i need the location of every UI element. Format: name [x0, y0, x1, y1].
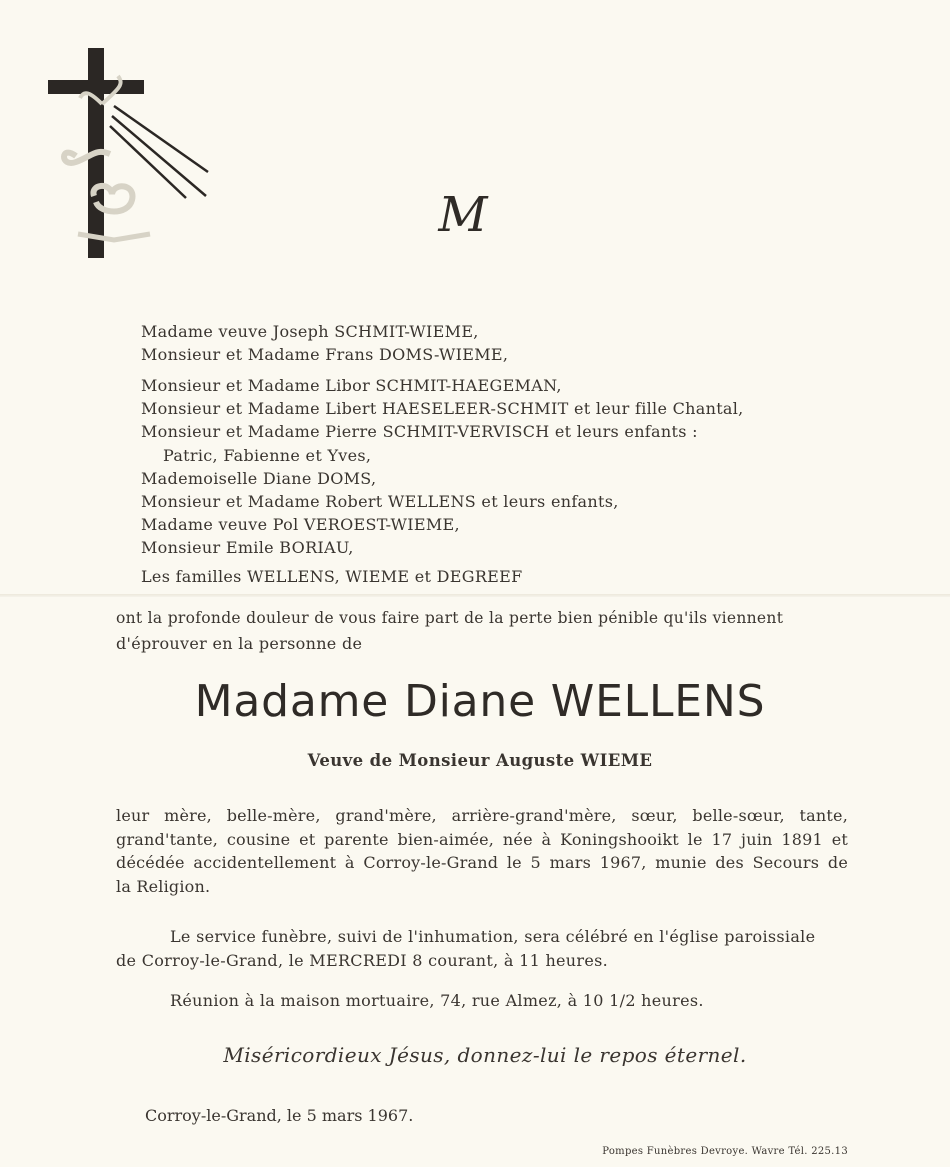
- monogram-letter: M: [438, 187, 488, 243]
- paper-fold: [0, 594, 950, 597]
- family-line: Madame veuve Pol VEROEST-WIEME,: [141, 515, 460, 534]
- family-line: Monsieur et Madame Robert WELLENS et leurs enfants,: [141, 492, 619, 511]
- biography-line: la Religion.: [116, 876, 211, 896]
- biography-line: décédée accidentellement à Corroy-le-Grand le 5 mars 1967, munie des Secours de: [116, 853, 848, 872]
- prayer-line: Miséricordieux Jésus, donnez-lui le repos éternel.: [223, 1043, 747, 1067]
- biography-line: grand'tante, cousine et parente bien-aimée, née à Koningshooikt le 17 juin 1891 et: [116, 829, 848, 849]
- meeting-line: Réunion à la maison mortuaire, 74, rue Almez, à 10 1/2 heures.: [170, 991, 704, 1010]
- family-line: Monsieur et Madame Pierre SCHMIT-VERVISCH et leurs enfants :: [141, 422, 698, 441]
- deceased-subtitle: Veuve de Monsieur Auguste WIEME: [307, 751, 653, 770]
- family-line: Monsieur et Madame Libor SCHMIT-HAEGEMAN,: [141, 376, 562, 395]
- family-line: Monsieur Emile BORIAU,: [141, 538, 354, 557]
- printer-credit: Pompes Funèbres Devroye. Wavre Tél. 225.13: [602, 1146, 848, 1157]
- service-line: de Corroy-le-Grand, le MERCREDI 8 courant, à 11 heures.: [116, 951, 609, 970]
- deceased-name: Madame Diane WELLENS: [194, 676, 766, 727]
- announcement-line: ont la profonde douleur de vous faire part de la perte bien pénible qu'ils viennent: [116, 609, 784, 627]
- family-line: Monsieur et Madame Libert HAESELEER-SCHMIT et leur fille Chantal,: [141, 399, 744, 418]
- family-line: Les familles WELLENS, WIEME et DEGREEF: [141, 567, 523, 586]
- cross-with-alpha-omega-icon: [40, 44, 220, 264]
- biography-paragraph: [116, 804, 848, 898]
- family-line: Mademoiselle Diane DOMS,: [141, 469, 377, 488]
- family-line: Patric, Fabienne et Yves,: [163, 446, 372, 465]
- family-line: Monsieur et Madame Frans DOMS-WIEME,: [141, 345, 509, 364]
- biography-line: leur mère, belle-mère, grand'mère, arrière-grand'mère, sœur, belle-sœur, tante,: [116, 806, 848, 825]
- announcement-line: d'éprouver en la personne de: [116, 634, 363, 653]
- place-date-signoff: Corroy-le-Grand, le 5 mars 1967.: [145, 1106, 414, 1125]
- service-line: Le service funèbre, suivi de l'inhumation, sera célébré en l'église paroissiale: [170, 927, 816, 946]
- family-line: Madame veuve Joseph SCHMIT-WIEME,: [141, 322, 479, 341]
